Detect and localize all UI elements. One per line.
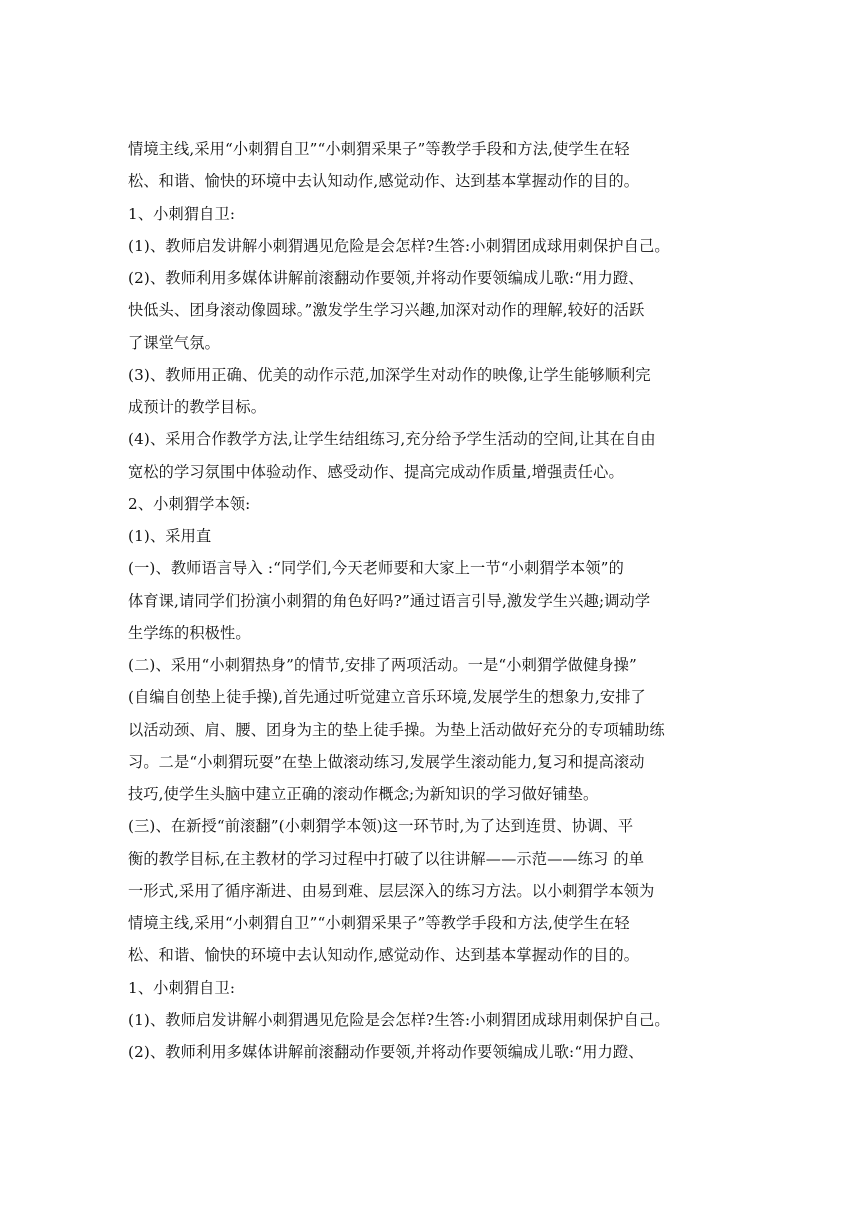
text-line: 成预计的教学目标。 [128,398,267,416]
text-line: (3)、教师用正确、优美的动作示范,加深学生对动作的映像,让学生能够顺利完 [128,365,651,384]
text-line: 宽松的学习氛围中体验动作、感受动作、提高完成动作质量,增强责任心。 [128,462,624,481]
section-heading: 1、小刺猬自卫: [128,204,236,223]
text-line: (1)、教师启发讲解小刺猬遇见危险是会怎样?生答:小刺猬团成球用刺保护自己。 [128,1010,670,1029]
text-line: (2)、教师利用多媒体讲解前滚翻动作要领,并将动作要领编成儿歌:“用力蹬、 [128,269,644,287]
section-heading: 1、小刺猬自卫: [128,978,236,997]
section-heading: 2、小刺猬学本领: [128,494,251,513]
text-line: (一)、教师语言导入 :“同学们,今天老师要和大家上一节“小刺猬学本领”的 [128,559,624,578]
text-line: 了课堂气氛。 [128,333,221,352]
text-line: 衡的教学目标,在主教材的学习过程中打破了以往讲解——示范——练习 的单 [128,849,645,868]
text-line: 情境主线,采用“小刺猬自卫”“小刺猬采果子”等教学手段和方法,使学生在轻 [128,140,630,158]
text-line: 松、和谐、愉快的环境中去认知动作,感觉动作、达到基本掌握动作的目的。 [128,946,640,965]
document-body [128,133,736,1068]
text-line: 体育课,请同学们扮演小刺猬的角色好吗?”通过语言引导,激发学生兴趣;调动学 [128,591,651,610]
text-line: (2)、教师利用多媒体讲解前滚翻动作要领,并将动作要领编成儿歌:“用力蹬、 [128,1043,644,1061]
text-line: 习。二是“小刺猬玩耍”在垫上做滚动练习,发展学生滚动能力,复习和提高滚动 [128,752,645,771]
text-line: (4)、采用合作教学方法,让学生结组练习,充分给予学生活动的空间,让其在自由 [128,430,656,449]
text-line: (1)、教师启发讲解小刺猬遇见危险是会怎样?生答:小刺猬团成球用刺保护自己。 [128,236,670,255]
text-line: (自编自创垫上徒手操),首先通过听觉建立音乐环境,发展学生的想象力,安排了 [128,688,646,707]
text-line: 一形式,采用了循序渐进、由易到难、层层深入的练习方法。以小刺猬学本领为 [128,881,655,900]
text-line: 技巧,使学生头脑中建立正确的滚动作概念;为新知识的学习做好铺垫。 [128,785,599,803]
text-line: (1)、采用直 [128,527,212,545]
text-line: (三)、在新授“前滚翻”(小刺猬学本领)这一环节时,为了达到连贯、协调、平 [128,817,634,836]
text-line: 以活动颈、肩、腰、团身为主的垫上徒手操。为垫上活动做好充分的专项辅助练 [128,720,665,739]
text-line: 快低头、团身滚动像圆球。”激发学生学习兴趣,加深对动作的理解,较好的活跃 [128,301,645,320]
text-line: 生学练的积极性。 [128,623,251,642]
text-line: 情境主线,采用“小刺猬自卫”“小刺猬采果子”等教学手段和方法,使学生在轻 [128,914,630,932]
text-line: 松、和谐、愉快的环境中去认知动作,感觉动作、达到基本掌握动作的目的。 [128,172,640,191]
text-line: (二)、采用“小刺猬热身”的情节,安排了两项活动。一是“小刺猬学做健身操” [128,656,637,674]
